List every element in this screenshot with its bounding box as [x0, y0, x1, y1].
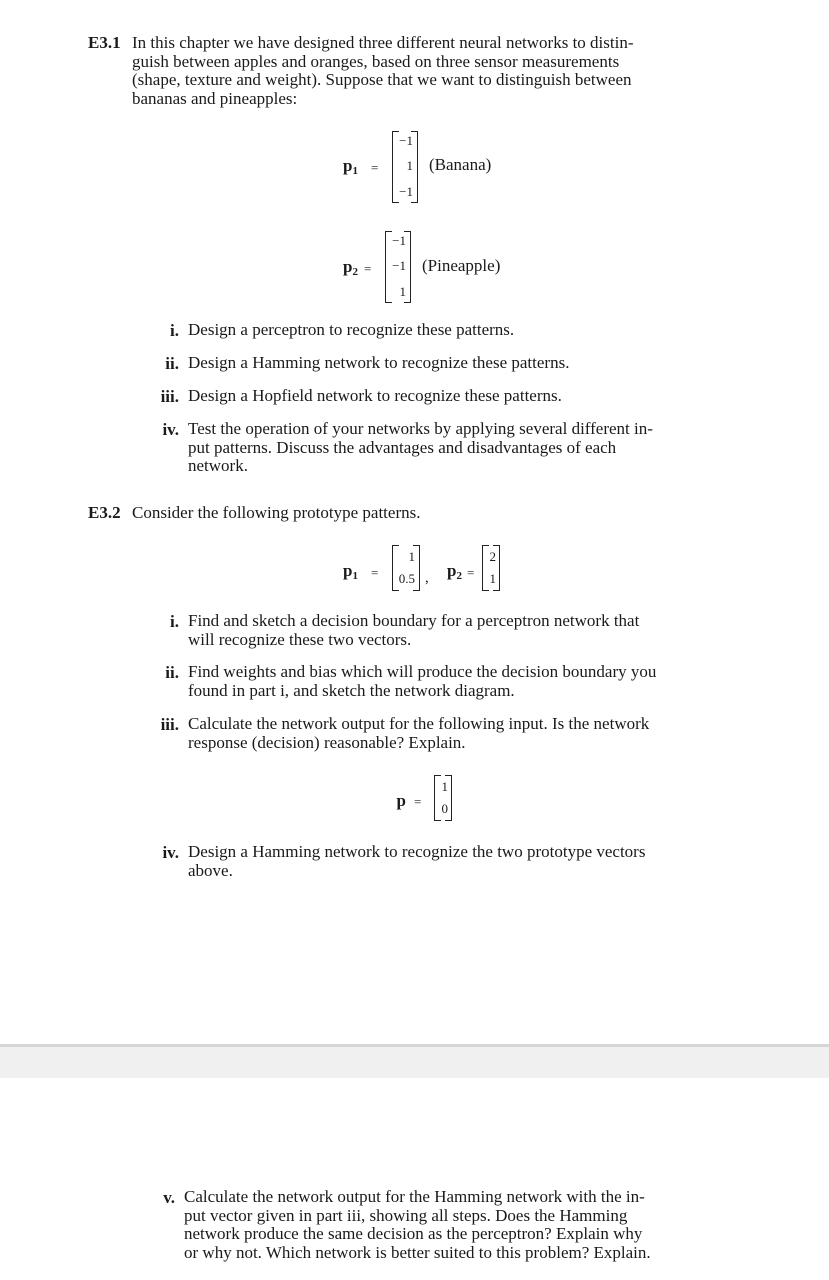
- item-text: [188, 387, 562, 406]
- vector-p1-label: [328, 561, 358, 582]
- text-line: Design a perceptron to recognize these patterns.: [188, 320, 515, 339]
- equals-sign: =: [467, 565, 475, 580]
- left-bracket: [482, 545, 489, 591]
- left-bracket: [434, 775, 441, 821]
- item-number: v.: [163, 1188, 175, 1207]
- text-line: In this chapter we have designed three different neural networks to distin-: [132, 33, 634, 52]
- text-line: put vector given in part iii, showing all steps. Does the Hamming: [184, 1205, 628, 1225]
- text-line: Design a Hopfield network to recognize these patterns.: [188, 386, 562, 405]
- text-line: network.: [188, 456, 248, 475]
- vector-p-label: p: [396, 791, 406, 810]
- text-line: guish between apples and oranges, based on three sensor measurements: [132, 51, 620, 71]
- matrix-cell: −1: [399, 184, 413, 199]
- item-text: [188, 715, 649, 752]
- vector-symbol: p: [447, 561, 457, 580]
- text-line: response (decision) reasonable? Explain.: [188, 732, 466, 752]
- exercise-e3-1-text: [132, 34, 634, 108]
- matrix-cell: −1: [392, 258, 406, 273]
- text-line: Calculate the network output for the Hamming network with the in-: [184, 1187, 645, 1206]
- item-text: [188, 354, 569, 373]
- text-line: (shape, texture and weight). Suppose that we want to distinguish between: [132, 70, 632, 89]
- vector-p2-label: [430, 561, 462, 582]
- page-divider: [0, 1044, 829, 1078]
- item-number: iii.: [160, 715, 179, 734]
- text-line: Test the operation of your networks by applying several different in-: [188, 419, 653, 438]
- matrix-cell: 1: [406, 158, 413, 173]
- exercise-label-e3-1: E3.1: [88, 33, 121, 52]
- text-line: bananas and pineapples:: [132, 88, 298, 108]
- vector-subscript: 2: [352, 266, 358, 278]
- text-line: Design a Hamming network to recognize the two prototype vectors: [188, 842, 646, 861]
- item-number: iv.: [162, 420, 179, 439]
- matrix-cell: 0.5: [398, 571, 415, 586]
- item-text: [188, 612, 639, 649]
- vector-symbol: p: [343, 561, 353, 580]
- exercise-e3-2-intro: Consider the following prototype patterns.: [132, 503, 421, 522]
- item-number: ii.: [165, 354, 179, 373]
- item-text: [184, 1188, 651, 1262]
- item-number: i.: [170, 612, 179, 631]
- vector-subscript: 2: [456, 570, 462, 582]
- text-line: will recognize these two vectors.: [188, 629, 412, 649]
- matrix-cell: 1: [489, 571, 496, 586]
- vector-p1-note: (Banana): [429, 155, 492, 174]
- item-number: iv.: [162, 843, 179, 862]
- item-number: ii.: [165, 663, 179, 682]
- comma: ,: [425, 570, 429, 586]
- equals-sign: =: [414, 794, 422, 809]
- left-bracket: [392, 131, 399, 203]
- matrix-cell: 1: [441, 779, 448, 794]
- matrix-cell: −1: [392, 233, 406, 248]
- item-number: i.: [170, 321, 179, 340]
- vector-p1-matrix: [392, 131, 418, 203]
- item-text: [188, 321, 514, 340]
- equals-sign: =: [371, 565, 379, 580]
- item-text: [188, 420, 653, 476]
- text-line: above.: [188, 860, 233, 880]
- vector-p2-note: (Pineapple): [422, 256, 501, 275]
- item-text: [188, 663, 656, 700]
- text-line: Find weights and bias which will produce the decision boundary you: [188, 662, 657, 681]
- vector-p2-matrix: [482, 545, 500, 591]
- vector-symbol: p: [343, 156, 353, 175]
- vector-p1-label: [328, 156, 358, 177]
- vector-subscript: 1: [352, 165, 358, 177]
- matrix-cell: −1: [399, 133, 413, 148]
- vector-p2-matrix: [385, 231, 411, 303]
- equals-sign: =: [364, 261, 372, 276]
- text-line: network produce the same decision as the perceptron? Explain why: [184, 1224, 643, 1243]
- exercise-label-e3-2: E3.2: [88, 503, 121, 522]
- matrix-cell: 1: [399, 284, 406, 299]
- left-bracket: [385, 231, 392, 303]
- vector-subscript: 1: [352, 570, 358, 582]
- vector-p-matrix: [434, 775, 452, 821]
- text-line: Find and sketch a decision boundary for a perceptron network that: [188, 611, 640, 630]
- text-line: put patterns. Discuss the advantages and disadvantages of each: [188, 437, 617, 457]
- matrix-cell: 1: [408, 549, 415, 564]
- item-text: [188, 843, 645, 880]
- equals-sign: =: [371, 160, 379, 175]
- text-line: Calculate the network output for the following input. Is the network: [188, 714, 650, 733]
- text-line: Design a Hamming network to recognize these patterns.: [188, 353, 570, 372]
- vector-symbol: p: [343, 257, 353, 276]
- vector-p1-matrix: [392, 545, 420, 591]
- text-line: found in part i, and sketch the network diagram.: [188, 680, 515, 700]
- text-line: or why not. Which network is better suited to this problem? Explain.: [184, 1242, 651, 1262]
- item-number: iii.: [160, 387, 179, 406]
- vector-p2-label: [328, 257, 358, 278]
- matrix-cell: 0: [441, 801, 448, 816]
- matrix-cell: 2: [489, 549, 496, 564]
